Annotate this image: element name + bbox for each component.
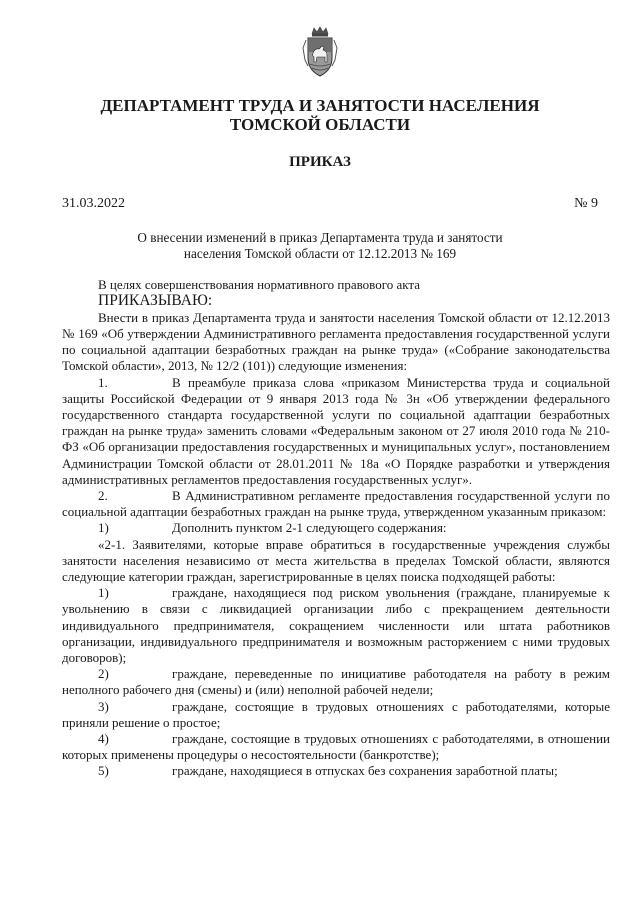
order-word: ПРИКАЗЫВАЮ: <box>98 292 213 310</box>
list-item-number: 2) <box>98 666 109 682</box>
list-item-text: граждане, переведенные по инициативе работодателя на работу в режим неполного рабочего дня (смены) и (или) неполной рабочей недели; <box>62 666 610 698</box>
list-item <box>62 731 610 763</box>
list-item-number: 3) <box>98 698 109 714</box>
item-2-number: 2. <box>98 487 108 503</box>
list-item-text: граждане, находящиеся под риском увольнения (граждане, планируемые к увольнению в связи с ликвидацией организации либо с прекращением деятельности индивидуального предпринимателя, сокращением численности или штата работников организации, индивидуального предпринимателя и возможным расторжением с ними трудовых договоров); <box>62 585 610 665</box>
list-item-number: 4) <box>98 730 109 746</box>
list-item-number: 1) <box>98 585 109 601</box>
document-subject <box>120 230 520 261</box>
list-item-text: граждане, состоящие в трудовых отношениях с работодателями, в отношении которых применены процедуры о несостоятельности (банкротстве); <box>62 730 610 763</box>
document-date: 31.03.2022 <box>62 196 125 211</box>
document-body <box>62 277 610 780</box>
item-2-text: В Административном регламенте предоставления государственной услуги по социальной адаптации безработных граждан на рынке труда, утвержденном указанным приказом: <box>62 487 610 520</box>
list-item <box>62 763 610 779</box>
document-number: № 9 <box>574 196 598 211</box>
item-2 <box>62 488 610 520</box>
list-item <box>62 666 610 698</box>
subject-line2: населения Томской области от 12.12.2013 № 169 <box>183 245 457 261</box>
item-1 <box>62 375 610 488</box>
department-title-line2: ТОМСКОЙ ОБЛАСТИ <box>229 115 411 134</box>
list-item <box>62 699 610 731</box>
clause-2-1: «2-1. Заявителями, которые вправе обратиться в государственные учреждения службы занятости населения независимо от места жительства в пределах Томской области, являются следующие категории граждан, зарегистрированные в целях поиска подходящей работы: <box>62 536 610 584</box>
item-1-number: 1. <box>98 374 108 390</box>
list-item-text: граждане, находящиеся в отпусках без сохранения заработной платы; <box>172 763 558 779</box>
coat-of-arms-icon <box>300 26 340 80</box>
list-item <box>62 585 610 666</box>
subitem-1-number: 1) <box>98 520 109 536</box>
subitem-1-text: Дополнить пунктом 2-1 следующего содержания: <box>172 520 447 536</box>
preamble: В целях совершенствования нормативного правового акта <box>98 277 421 292</box>
document-type: ПРИКАЗ <box>289 154 351 170</box>
list-item-text: граждане, состоящие в трудовых отношениях с работодателями, которые приняли решение о простое; <box>62 698 610 730</box>
subitem-1 <box>62 520 610 536</box>
item-1-text: В преамбуле приказа слова «приказом Министерства труда и социальной защиты Российской Федерации от 9 января 2013 года № 3н «Об утверждении федерального государственного стандарта государственной услуги по социальной адаптации безработных граждан на рынке труда» заменить словами «Федеральным законом от 27 июля 2010 года № 210-ФЗ «Об организации предоставления государственных и муниципальных услуг», постановлением Администрации Томской области от 28.01.2011 № 18а «О Порядке разработки и утверждения административных регламентов предоставления государственных услуг». <box>62 374 610 487</box>
subject-line1: О внесении изменений в приказ Департамента труда и занятости <box>137 230 503 245</box>
department-title <box>0 96 640 134</box>
department-title-line1: ДЕПАРТАМЕНТ ТРУДА И ЗАНЯТОСТИ НАСЕЛЕНИЯ <box>100 96 540 115</box>
list-item-number: 5) <box>98 763 109 779</box>
intro-paragraph: Внести в приказ Департамента труда и занятости населения Томской области от 12.12.2013 № 169 «Об утверждении Административного регламента предоставления государственной услуги по социальной адаптации безработных граждан на рынке труда» («Собрание законодательства Томской области», 2013, № 12/2 (101)) следующие изменения: <box>62 309 610 374</box>
